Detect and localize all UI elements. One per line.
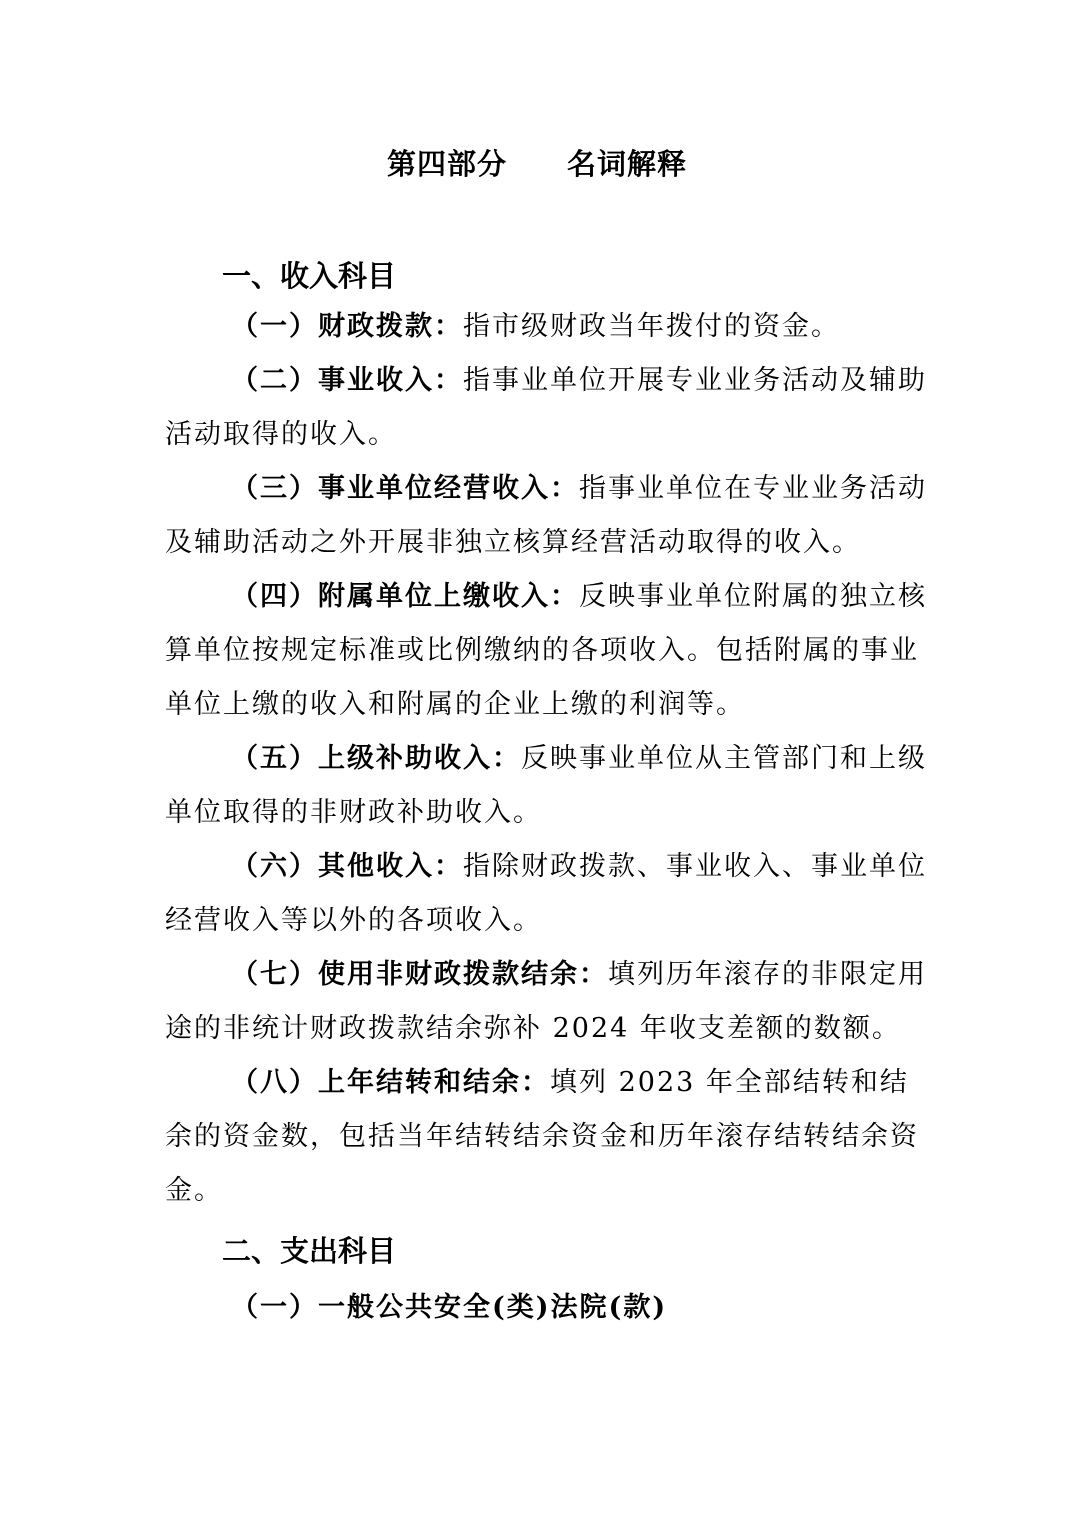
list-item — [165, 570, 935, 732]
page-title: 第四部分 名词解释 — [386, 147, 687, 181]
subsection-heading: （一）一般公共安全(类)法院(款) — [231, 1292, 668, 1323]
term-label: （八）上年结转和结余： — [231, 1067, 550, 1098]
term-definition: 填列历年滚存的非限定用途的非统计财政拨款结余弥补 2024 年收支差额的数额。 — [165, 959, 927, 1044]
list-item — [165, 732, 935, 840]
term-label: （三）事业单位经营收入： — [231, 473, 579, 504]
list-item — [165, 462, 935, 570]
term-label: （四）附属单位上缴收入： — [231, 581, 579, 612]
list-item — [165, 1056, 935, 1218]
term-label: （五）上级补助收入： — [231, 743, 521, 774]
term-label: （二）事业收入： — [231, 365, 463, 396]
term-definition: 反映事业单位从主管部门和上级单位取得的非财政补助收入。 — [165, 743, 927, 828]
list-item — [165, 354, 935, 462]
term-definition: 指市级财政当年拨付的资金。 — [463, 311, 840, 342]
list-item — [165, 300, 935, 354]
term-definition: 指事业单位在专业业务活动及辅助活动之外开展非独立核算经营活动取得的收入。 — [165, 473, 927, 558]
term-definition: 指事业单位开展专业业务活动及辅助活动取得的收入。 — [165, 365, 927, 450]
section-heading-expenditure: 二、支出科目 — [222, 1234, 397, 1268]
term-label: （一）财政拨款： — [231, 311, 463, 342]
term-definition: 填列 2023 年全部结转和结余的资金数，包括当年结转结余资金和历年滚存结转结余资金。 — [165, 1067, 919, 1206]
term-definition: 指除财政拨款、事业收入、事业单位经营收入等以外的各项收入。 — [165, 851, 927, 936]
section-heading-income: 一、收入科目 — [222, 259, 397, 293]
term-definition: 反映事业单位附属的独立核算单位按规定标准或比例缴纳的各项收入。包括附属的事业单位上缴的收入和附属的企业上缴的利润等。 — [165, 581, 927, 720]
term-label: （七）使用非财政拨款结余： — [231, 959, 608, 990]
term-label: （六）其他收入： — [231, 851, 463, 882]
list-item — [165, 948, 935, 1056]
list-item — [165, 840, 935, 948]
